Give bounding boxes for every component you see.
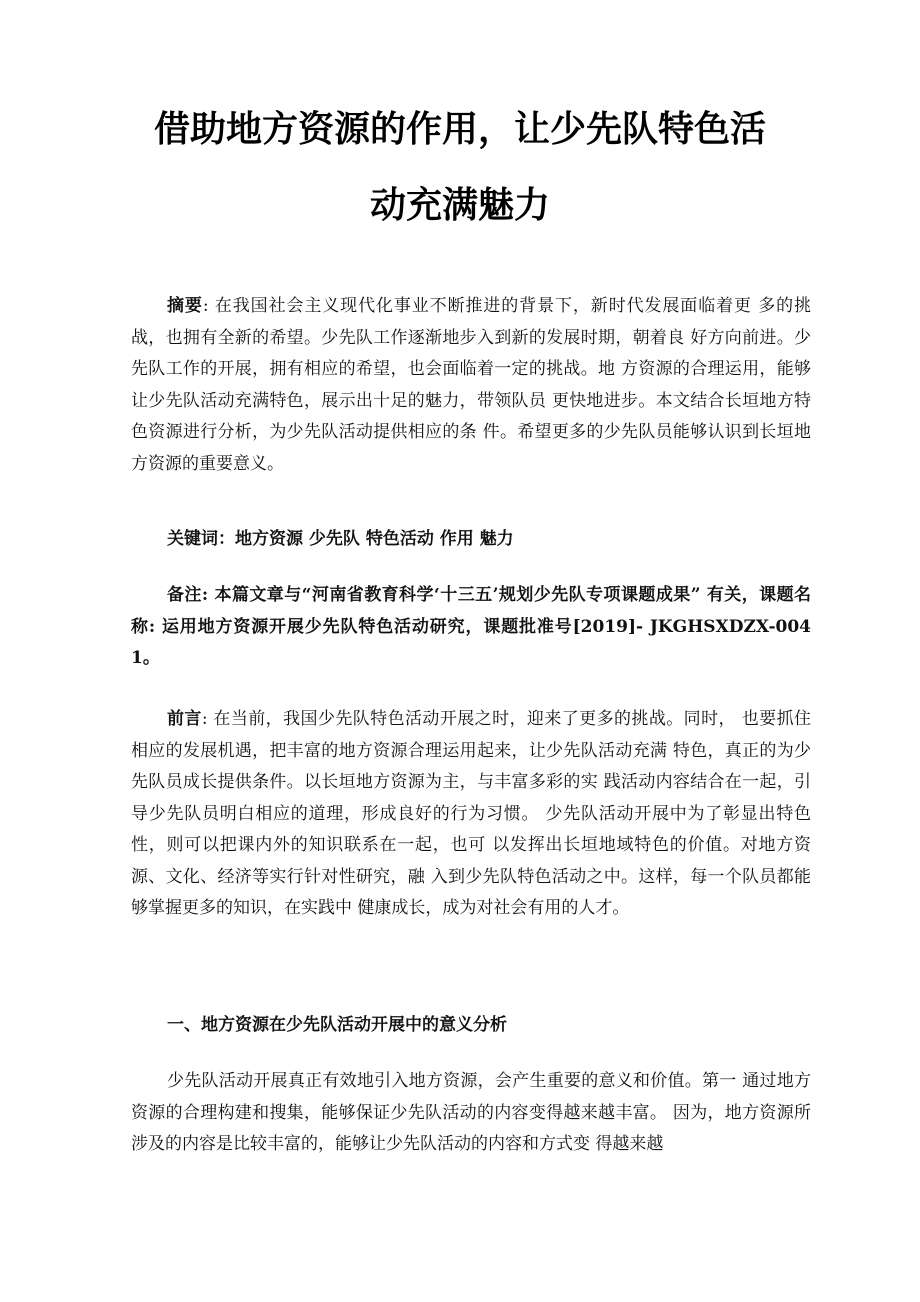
note-text: 本篇文章与“河南省教育科学‘十三五’规划少先队专项课题成果” 有关， — [208, 585, 760, 605]
abstract-colon: : — [202, 296, 215, 316]
keywords-text: 地方资源 少先队 特色活动 作用 魅力 — [235, 529, 514, 549]
note-paragraph — [131, 580, 811, 675]
section-1-paragraph: 少先队活动开展真正有效地引入地方资源，会产生重要的意义和价值。第一 通过地方资源的合理构建和搜集，能够保证少先队活动的内容变得越来越丰富。 因为，地方资源所涉及的内容是比较丰富的，能够让少先队活动的内容和方式变 得越来越 — [131, 1071, 811, 1154]
preface-paragraph — [131, 704, 811, 925]
preface-label: 前言 — [167, 709, 202, 729]
note-topic-text: 运用地方资源开展少先队特色活动研究，课题批准号[2019]- JKGHSXDZX-0041。 — [131, 616, 812, 668]
preface-colon: : — [201, 709, 214, 729]
abstract-text: 在我国社会主义现代化事业不断推进的背景下，新时代发展面临着更 多的挑战，也拥有全新的希望。少先队工作逐渐地步入到新的发展时期，朝着良 好方向前进。少先队工作的开展，拥有相应的希望，也会面临着一定的挑战。地 方资源的合理运用，能够让少先队活动充满特色，展示出十足的魅力，带领队员 更快地进步。本文结合长垣地方特色资源进行分析，为少先队活动提供相应的条 件。希望更多的少先队员能够认识到长垣地方资源的重要意义。 — [131, 296, 812, 474]
abstract-paragraph — [131, 291, 811, 480]
title-line-2: 动充满魅力 — [369, 185, 550, 226]
keywords-label: 关键词： — [167, 529, 235, 549]
note-label: 备注: — [167, 585, 209, 605]
abstract-label: 摘要 — [167, 296, 203, 316]
title-line-1: 借助地方资源的作用，让少先队特色活 — [153, 109, 766, 150]
keywords-paragraph — [131, 524, 811, 556]
section-1-heading: 一、地方资源在少先队活动开展中的意义分析 — [167, 1015, 507, 1035]
preface-text: 在当前，我国少先队特色活动开展之时，迎来了更多的挑战。同时， 也要抓住相应的发展机遇，把丰富的地方资源合理运用起来，让少先队活动充满 特色，真正的为少先队员成长提供条件。以长垣地方资源为主，与丰富多彩的实 践活动内容结合在一起，引导少先队员明白相应的道理，形成良好的行为习惯。 少先队活动开展中为了彰显出特色性，则可以把课内外的知识联系在一起，也可 以发挥出长垣地域特色的价值。对地方资源、文化、经济等实行针对性研究，融 入到少先队特色活动之中。这样，每一个队员都能够掌握更多的知识，在实践中 健康成长，成为对社会有用的人才。 — [131, 709, 812, 918]
note-topic-label: 课题名称: — [131, 585, 812, 637]
